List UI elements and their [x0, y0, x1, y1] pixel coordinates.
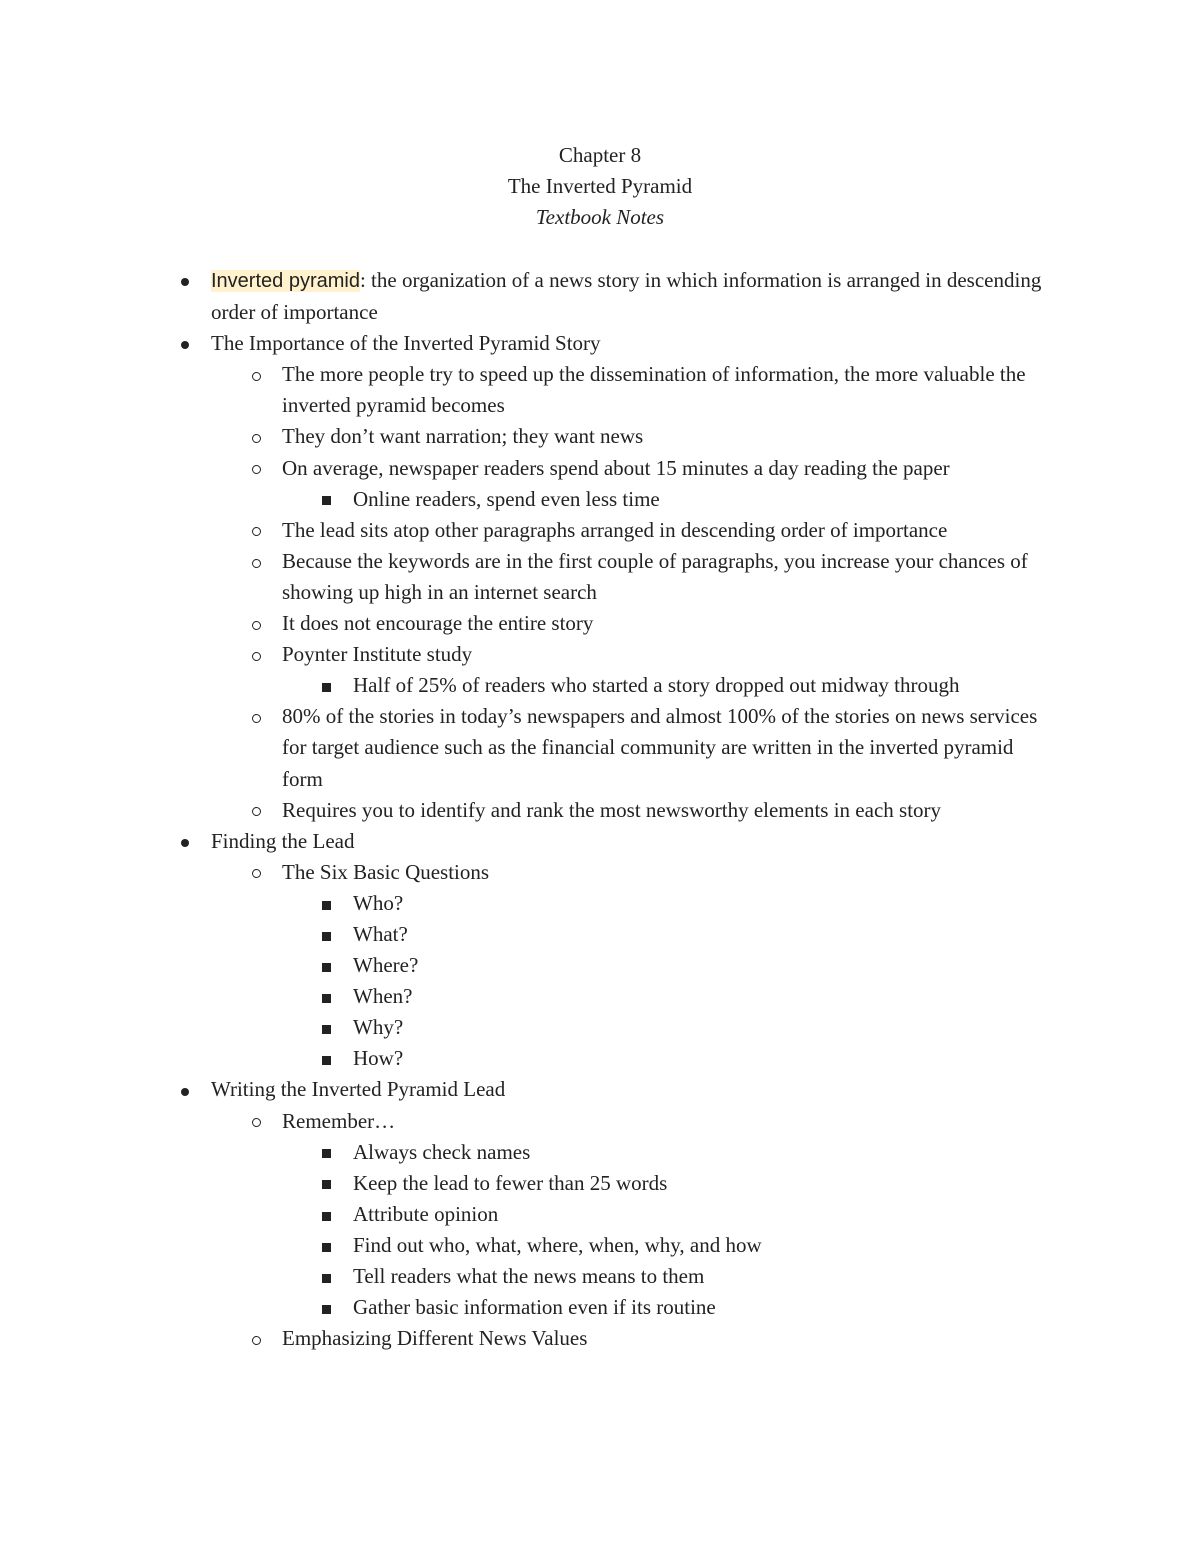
list-item-text: Where? — [353, 953, 419, 978]
hollow-circle-bullet-icon — [247, 1106, 265, 1137]
list-item-text: Gather basic information even if its routine — [353, 1295, 716, 1320]
hollow-circle-bullet-icon — [247, 421, 265, 452]
list-item-text: Finding the Lead — [211, 828, 355, 853]
list-item — [0, 359, 1057, 421]
list-item — [0, 484, 1053, 515]
list-item — [0, 857, 1057, 888]
list-item — [0, 1074, 1051, 1105]
list-item-text: Requires you to identify and rank the most newsworthy elements in each story — [282, 797, 942, 822]
list-item-text: It does not encourage the entire story — [282, 611, 594, 636]
list-item-text: Writing the Inverted Pyramid Lead — [211, 1077, 506, 1102]
filled-circle-bullet-icon — [176, 826, 194, 857]
list-item-text: On average, newspaper readers spend about 15 minutes a day reading the paper — [282, 455, 950, 480]
square-bullet-icon — [317, 1043, 335, 1074]
list-item-text: What? — [353, 921, 408, 946]
square-bullet-icon — [317, 1292, 335, 1323]
list-item — [0, 608, 1057, 639]
list-item — [0, 1323, 1057, 1354]
list-item — [0, 888, 1053, 919]
filled-circle-bullet-icon — [176, 328, 194, 359]
hollow-circle-bullet-icon — [247, 701, 265, 732]
list-item-text: Emphasizing Different News Values — [282, 1326, 588, 1351]
square-bullet-icon — [317, 1199, 335, 1230]
list-item — [0, 1168, 1053, 1199]
hollow-circle-bullet-icon — [247, 1323, 265, 1354]
list-item — [0, 1230, 1053, 1261]
list-item — [0, 1292, 1053, 1323]
list-item-text: The lead sits atop other paragraphs arranged in descending order of importance — [282, 517, 948, 542]
chapter-label: Chapter 8 — [558, 143, 642, 167]
list-item-text: Keep the lead to fewer than 25 words — [353, 1170, 668, 1195]
square-bullet-icon — [317, 1012, 335, 1043]
list-item-text: 80% of the stories in today’s newspapers and almost 100% of the stories on news services for target audience such as the financial community are written in the inverted pyramid form — [282, 704, 1038, 791]
list-item — [0, 515, 1057, 546]
list-item-text: Find out who, what, where, when, why, and how — [353, 1232, 762, 1257]
square-bullet-icon — [317, 1168, 335, 1199]
list-item-text: : the organization of a news story in which information is arranged in descending order of importance — [211, 268, 1042, 325]
list-item-text: Remember… — [282, 1108, 396, 1133]
filled-circle-bullet-icon — [176, 1074, 194, 1105]
list-item-text: Always check names — [353, 1139, 531, 1164]
list-item — [0, 265, 1051, 328]
list-item-text: Tell readers what the news means to them — [353, 1264, 705, 1288]
square-bullet-icon — [317, 1261, 335, 1292]
list-item — [0, 1199, 1053, 1230]
list-item — [0, 421, 1057, 452]
list-item — [0, 1137, 1053, 1168]
hollow-circle-bullet-icon — [247, 608, 265, 639]
list-item — [0, 328, 1051, 359]
square-bullet-icon — [317, 1230, 335, 1261]
hollow-circle-bullet-icon — [247, 515, 265, 546]
square-bullet-icon — [317, 888, 335, 919]
list-item — [0, 950, 1053, 981]
hollow-circle-bullet-icon — [247, 359, 265, 390]
list-item — [0, 795, 1057, 826]
square-bullet-icon — [317, 670, 335, 701]
list-item — [0, 546, 1057, 608]
list-item-text: How? — [353, 1046, 404, 1071]
list-item-text: Attribute opinion — [353, 1201, 499, 1226]
list-item-text: The Importance of the Inverted Pyramid Story — [211, 331, 601, 356]
square-bullet-icon — [317, 919, 335, 950]
list-item-text: The Six Basic Questions — [282, 859, 490, 884]
hollow-circle-bullet-icon — [247, 857, 265, 888]
list-item-text: Poynter Institute study — [282, 642, 473, 667]
document-header — [0, 140, 1200, 233]
square-bullet-icon — [317, 950, 335, 981]
hollow-circle-bullet-icon — [247, 546, 265, 577]
page-title: The Inverted Pyramid — [507, 174, 693, 198]
list-item-text: They don’t want narration; they want news — [282, 424, 644, 449]
list-item — [0, 639, 1057, 670]
list-item-text: When? — [353, 984, 413, 1009]
list-item — [0, 453, 1057, 484]
square-bullet-icon — [317, 484, 335, 515]
notes-list — [0, 265, 1200, 1354]
square-bullet-icon — [317, 981, 335, 1012]
page-subtitle: Textbook Notes — [535, 205, 665, 229]
list-item — [0, 1106, 1057, 1137]
list-item — [0, 1043, 1053, 1074]
list-item — [0, 826, 1051, 857]
list-item — [0, 670, 1053, 701]
filled-circle-bullet-icon — [176, 265, 194, 296]
list-item-text: The more people try to speed up the dissemination of information, the more valuable the inverted pyramid becomes — [282, 362, 1026, 418]
list-item-text: Half of 25% of readers who started a story dropped out midway through — [353, 673, 960, 698]
list-item-text: Online readers, spend even less time — [353, 486, 660, 511]
list-item — [0, 1261, 1053, 1292]
hollow-circle-bullet-icon — [247, 453, 265, 484]
list-item-text: Why? — [353, 1015, 404, 1040]
list-item — [0, 919, 1053, 950]
highlighted-term: Inverted pyramid — [211, 270, 360, 292]
list-item — [0, 701, 1057, 794]
list-item — [0, 981, 1053, 1012]
list-item — [0, 1012, 1053, 1043]
square-bullet-icon — [317, 1137, 335, 1168]
list-item-text: Who? — [353, 890, 404, 915]
hollow-circle-bullet-icon — [247, 795, 265, 826]
list-item-text: Because the keywords are in the first couple of paragraphs, you increase your chances of showing up high in an internet search — [282, 548, 1028, 604]
hollow-circle-bullet-icon — [247, 639, 265, 670]
